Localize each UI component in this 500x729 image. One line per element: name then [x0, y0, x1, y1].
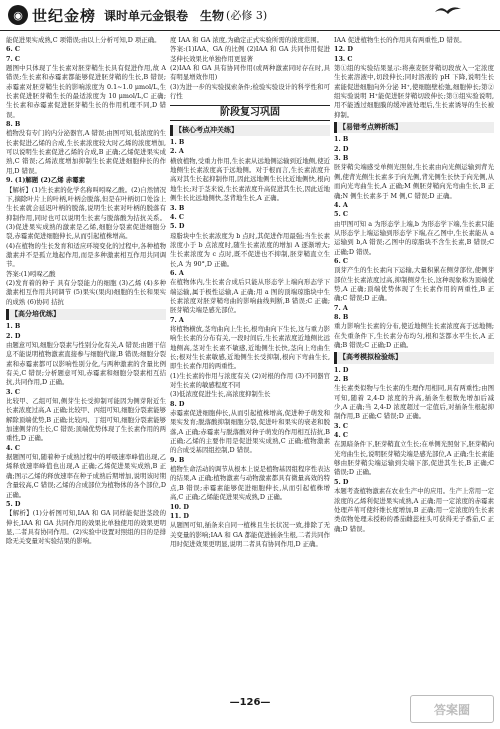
explanation-text: 胚芽鞘尖端感受单侧光照射,生长素由向光侧运输到背光侧,使背光侧生长素多于向光侧,背光侧生长快于向光侧,从而向光弯曲生长,A 正确;M 侧胚芽鞘向光弯曲生长,B 正确;N 侧生长素多于 M 侧,C 错误;D 正确。 — [334, 163, 494, 200]
explanation-text: (2)IAA 和 GA 具有协同作用(或两种激素同时存在时,具有明显增效作用) — [170, 64, 330, 82]
answer-key: 2. A — [170, 147, 184, 156]
explanation-text: 本题考查植物激素在农业生产中的应用。生产上常用一定浓度的乙烯利促进果实成熟,A 正确;用一定浓度的赤霉素处理芦苇可使纤维长度增加,B 正确;用一定浓度的生长素类似物处理未授粉的番茄雌蕊柱头可获得无子番茄,C 正确;D 错误。 — [334, 487, 494, 533]
answer-key: 3. C — [334, 421, 348, 430]
explanation-text: 植物没有专门的内分泌器官,A 错误;由图可知,低浓度的生长素促进乙烯的合成,生长素浓度较大时乙烯的浓度增加,可以说明生长素促进乙烯的合成,B 正确;乙烯促进果实成熟,C 错误;乙烯浓度增加抑制生长素促进细胞伸长的作用,D 错误。 — [6, 129, 166, 175]
explanation-text: IAA 促进植物生长的作用具有两重性,D 错误。 — [334, 36, 466, 44]
explanation-text: 在黑暗条件下,胚芽鞘直立生长;在单侧光照射下,胚芽鞘向光弯曲生长,说明胚芽鞘尖端是感光部位,A 正确;生长素能够由胚芽鞘尖端运输到尖端下部,促进其生长,B 正确;C 错误;D 正确。 — [334, 440, 494, 477]
column-right — [334, 36, 494, 686]
explanation-text: 能促进果实成熟,C 项错误;由以上分析可知,D 项正确。 — [6, 36, 161, 44]
brand-logo — [8, 5, 96, 26]
answer-key: 1. B — [6, 322, 21, 331]
answer-key: 3. B — [334, 154, 349, 163]
answer-key: 8. B — [334, 312, 349, 321]
answer-key: 4. C — [334, 431, 348, 440]
brand-name: 世纪金榜 — [32, 6, 97, 25]
section-heading: 【高考模拟检验练】 — [334, 352, 494, 363]
explanation-text: 【解析】(1)分析图可知,IAA 和 GA 同样能促进茎段的伸长,IAA 和 GA 共同作用的效果比单独使用的效果更明显,二者具有协同作用。(2)实验中设置对照组的目的是排除无关变量对实验结果的影响。 — [6, 509, 166, 546]
explanation-text: 赤霉素促进细胞伸长,从而引起植株增高,促进种子萌发和果实发育;脱落酸抑制细胞分裂,促进叶和果实的衰老和脱落,A 正确;赤霉素与脱落酸对种子萌发的作用相互拮抗,B 正确;乙烯的主要作用是促进果实成熟,C 正确;植物激素的合成受基因组控制,D 错误。 — [170, 409, 330, 455]
answer-key: 9. (1)解题 (2)乙烯 赤霉素 — [6, 176, 86, 185]
explanation-text: (1)生长素的作用与浓度有关 (2)对根的作用 (3)不同器官对生长素的敏感程度不同 — [170, 371, 330, 390]
stage-title: 阶段复习巩固 — [170, 105, 330, 120]
answer-key: 4. C — [6, 443, 20, 452]
explanation-text: 题图中只体现了生长素对胚芽鞘生长具有促进作用,故 A 错误;生长素和赤霉素都能够促进胚芽鞘的生长,B 错误;赤霉素对胚芽鞘生长的影响浓度为 0.1~1.0 μmol/L,生长素促进胚芽鞘生长的最适浓度为 10 μmol/L,C 正确;生长素和赤霉素促进胚芽鞘生长的作用机理不同,D 错误。 — [6, 64, 166, 119]
explanation-text: 植物生命活动的调节从根本上说是植物基因组程序性表达的结果,A 正确;植物激素与动物激素都具有微量高效的特点,B 错误;赤霉素能够促进细胞伸长,从而引起植株增高,C 正确;乙烯能促进果实成熟,D 正确。 — [170, 465, 330, 502]
answer-key: 5. D — [170, 222, 185, 231]
answer-key: 9. B — [170, 455, 185, 464]
subject-label: 生物 — [200, 8, 225, 23]
column-left — [6, 36, 166, 686]
explanation-text: (4)在植物的生长发育和适应环境变化的过程中,各种植物激素并不是孤立地起作用,而是多种激素相互作用共同调节。 — [6, 241, 166, 269]
explanation-text: 答案:(1)吲哚乙酸 — [6, 269, 56, 278]
page-number: —126— — [229, 697, 271, 708]
answer-key: 1. D — [334, 365, 349, 374]
answer-key: 6. C — [6, 45, 20, 54]
explanation-text: 据题图可知,随着种子成熟过程中的呼吸速率峰值出现,乙烯释放速率峰值也出现,A 正确;乙烯促进果实成熟,B 正确;图示乙烯的释放速率在种子成熟后期增加,说明该时期含量较高,C 错误;乙烯的合成部位为植物体的各个部位,D 正确。 — [6, 453, 166, 499]
answer-key: 5. D — [334, 477, 349, 486]
explanation-text: 从题图可知,插条来自同一植株且生长状况一致,排除了无关变量的影响;IAA 和 GA 都能促进插条生根,二者共同作用时促进效果更明显,说明二者具有协同作用,D 正确。 — [170, 521, 330, 548]
answer-key: 6. A — [170, 268, 184, 277]
explanation-text: (3)低浓度促进生长,高浓度抑制生长 — [170, 390, 271, 399]
watermark-logo: 答案圈 — [410, 695, 494, 723]
answer-key: 6. C — [334, 256, 348, 265]
series-title: 课时单元金银卷 — [104, 8, 189, 23]
explanation-text: 在植物体内,生长素合成后只能从形态学上端向形态学下端运输,属于极性运输,A 正确;用 a 图的顶端琼脂块中生长素浓度对胚芽鞘弯曲的影响曲线判断,B 错误;C 正确;胚芽鞘尖端是感光部位。 — [170, 278, 330, 315]
book-label: (必修 3) — [226, 9, 268, 22]
page-header — [0, 0, 500, 31]
answer-columns — [6, 36, 494, 686]
explanation-text: 顶芽产生的生长素向下运输,大量积累在侧芽部位,使侧芽部位生长素浓度过高,抑制侧芽生长,这种现象称为顶端优势,A 正确;顶端优势体现了生长素作用的两重性,B 正确;C 错误;D 正确。 — [334, 266, 494, 303]
answer-key: 10. D — [170, 502, 189, 511]
answer-key: 2. D — [6, 331, 21, 340]
explanation-text: 由题意可知,细胞分裂素与性别分化有关,A 错误;由题干信息不能说明植物激素直接参与细胞代谢,B 错误;细胞分裂素和赤霉素都可以影响性别分化,与两种激素的含量比例有关,C 错误;分析题意可知,赤霉素和细胞分裂素相互拮抗,共同作用,D 正确。 — [6, 341, 166, 387]
answer-key: 3. C — [6, 387, 20, 396]
answer-key: 2. D — [334, 144, 349, 153]
answer-key: 7. A — [334, 303, 348, 312]
explanation-text: 将植物横放,茎弯曲向上生长,根弯曲向下生长,这与重力影响生长素的分布有关,一段时间后,生长素浓度近地侧比远地侧高,茎对生长素不敏感,近地侧生长快,茎向上弯曲生长;根对生长素敏感,近地侧生长受抑制,根向下弯曲生长,即生长素作用的两重性。 — [170, 324, 330, 371]
explanation-text: 【解析】(1)生长素的化学名称叫吲哚乙酸。(2)自然情况下,摘除叶片上的叶柄,叶柄会脱落,但是在叶柄切口处涂上生长素就会延迟叶柄的脱落,说明生长素对叶柄的脱落有抑制作用,同时也可以说明生长素与脱落酸为拮抗关系。(3)促进果实成熟的激素是乙烯,细胞分裂素促进细胞分裂,赤霉素促进细胞伸长,从而引起植株增高。 — [6, 185, 166, 241]
explanation-text: 由甲图可知 a 为形态学上端,b 为形态学下端,生长素只能从形态学上端运输到形态学下端,在乙图中,生长素能从 a 运输到 b,A 错误;乙图中的琼脂块不含生长素,B 错误;C 正确;D 错误。 — [334, 219, 494, 256]
answer-key: 7. A — [170, 315, 184, 324]
bird-icon — [434, 4, 462, 18]
globe-icon: ◉ — [8, 5, 28, 25]
explanation-text: 琼脂块中生长素浓度为 b 点时,其促进作用最强;当生长素浓度小于 b 点浓度时,随生长素浓度的增加 A 逐渐增大;生长素浓度为 c 点时,既不促进也不抑制,胚芽鞘直立生长,A 为 90°,D 正确。 — [170, 231, 330, 268]
answer-key: 8. D — [170, 399, 185, 408]
section-heading: 【核心考点冲关练】 — [170, 125, 330, 136]
answer-key: 2. B — [334, 375, 349, 384]
explanation-text: 答案:(1)IAA、GA 的比例 (2)IAA 和 GA 共同作用促进茎伸长效果比单独作用更显著 — [170, 45, 330, 63]
explanation-text: 比较甲、乙组可知,侧芽生长受抑制可能因为侧芽附近生长素浓度过高,A 正确;比较甲、丙组可知,细胞分裂素能够解除顶端优势,B 正确;比较丙、丁组可知,细胞分裂素能够加速侧芽的生长,C 错误;顶端优势体现了生长素作用的两重性,D 正确。 — [6, 397, 166, 443]
answer-key: 3. B — [170, 203, 185, 212]
answer-key: 5. D — [6, 499, 21, 508]
explanation-text: (3)为进一步的实验摸索条件;检验实验设计的科学性和可行性 — [170, 82, 330, 101]
answer-key: 8. B — [6, 120, 21, 129]
answer-key: 1. B — [334, 135, 349, 144]
answer-key: 13. C — [334, 54, 353, 63]
answer-key: 4. C — [170, 212, 184, 221]
answer-key: 4. A — [334, 200, 348, 209]
section-heading: 【高分培优练】 — [6, 309, 166, 320]
section-heading: 【易错考点辨析练】 — [334, 122, 494, 133]
answer-key: 7. C — [6, 54, 20, 63]
answer-key: 1. B — [170, 138, 185, 147]
explanation-text: 第①组的实验结果显示:将燕麦胚芽鞘切段放入一定浓度生长素溶液中,切段伸长;同时溶液的 pH 下降,说明生长素能促进细胞向外分泌 H⁺,使细胞壁松弛,细胞伸长;第②组实验说明 H⁺能促进胚芽鞘切段伸长;第③组实验说明,用不能透过细胞膜的缓冲液处理后,生长素诱导的生长被抑制。 — [334, 64, 494, 119]
column-middle — [170, 36, 330, 686]
answer-key: 11. D — [170, 511, 189, 520]
explanation-text: 重力影响生长素的分布,使近地侧生长素浓度高于远地侧;在失重条件下,生长素分布均匀,根和茎都水平生长,A 正确;B 错误;C 正确;D 正确。 — [334, 322, 494, 349]
answer-key: 5. C — [334, 210, 348, 219]
explanation-text: (2)发育着的种子 具有分裂能力的细胞 (3)乙烯 (4)多种激素相互作用共同调节 (5)果实(果肉)细胞的生长和果实的成熟 (6)协同 拮抗 — [6, 278, 166, 306]
explanation-text: 生长素类似物与生长素的生理作用相同,具有两重性;由图可知,随着 2,4-D 浓度的升高,插条生根数先增加后减少,A 正确;当 2,4-D 浓度超过一定值后,对插条生根起抑制作用,B 正确;C 错误;D 正确。 — [334, 384, 494, 421]
explanation-text: 度 IAA 和 GA 浓度,为确定正式实验所需的浓度范围。 — [170, 36, 324, 44]
explanation-text: 横放植物,受重力作用,生长素从远地侧运输到近地侧,使近地侧生长素浓度高于远地侧。对于根而言,生长素浓度升高对其生长起抑制作用,因此远地侧生长比近地侧快,根向地生长;对于茎来说,生长素浓度升高促进其生长,因此近地侧生长比远地侧快,茎背地生长,A 正确。 — [170, 156, 330, 203]
answer-key: 12. D — [334, 45, 353, 54]
